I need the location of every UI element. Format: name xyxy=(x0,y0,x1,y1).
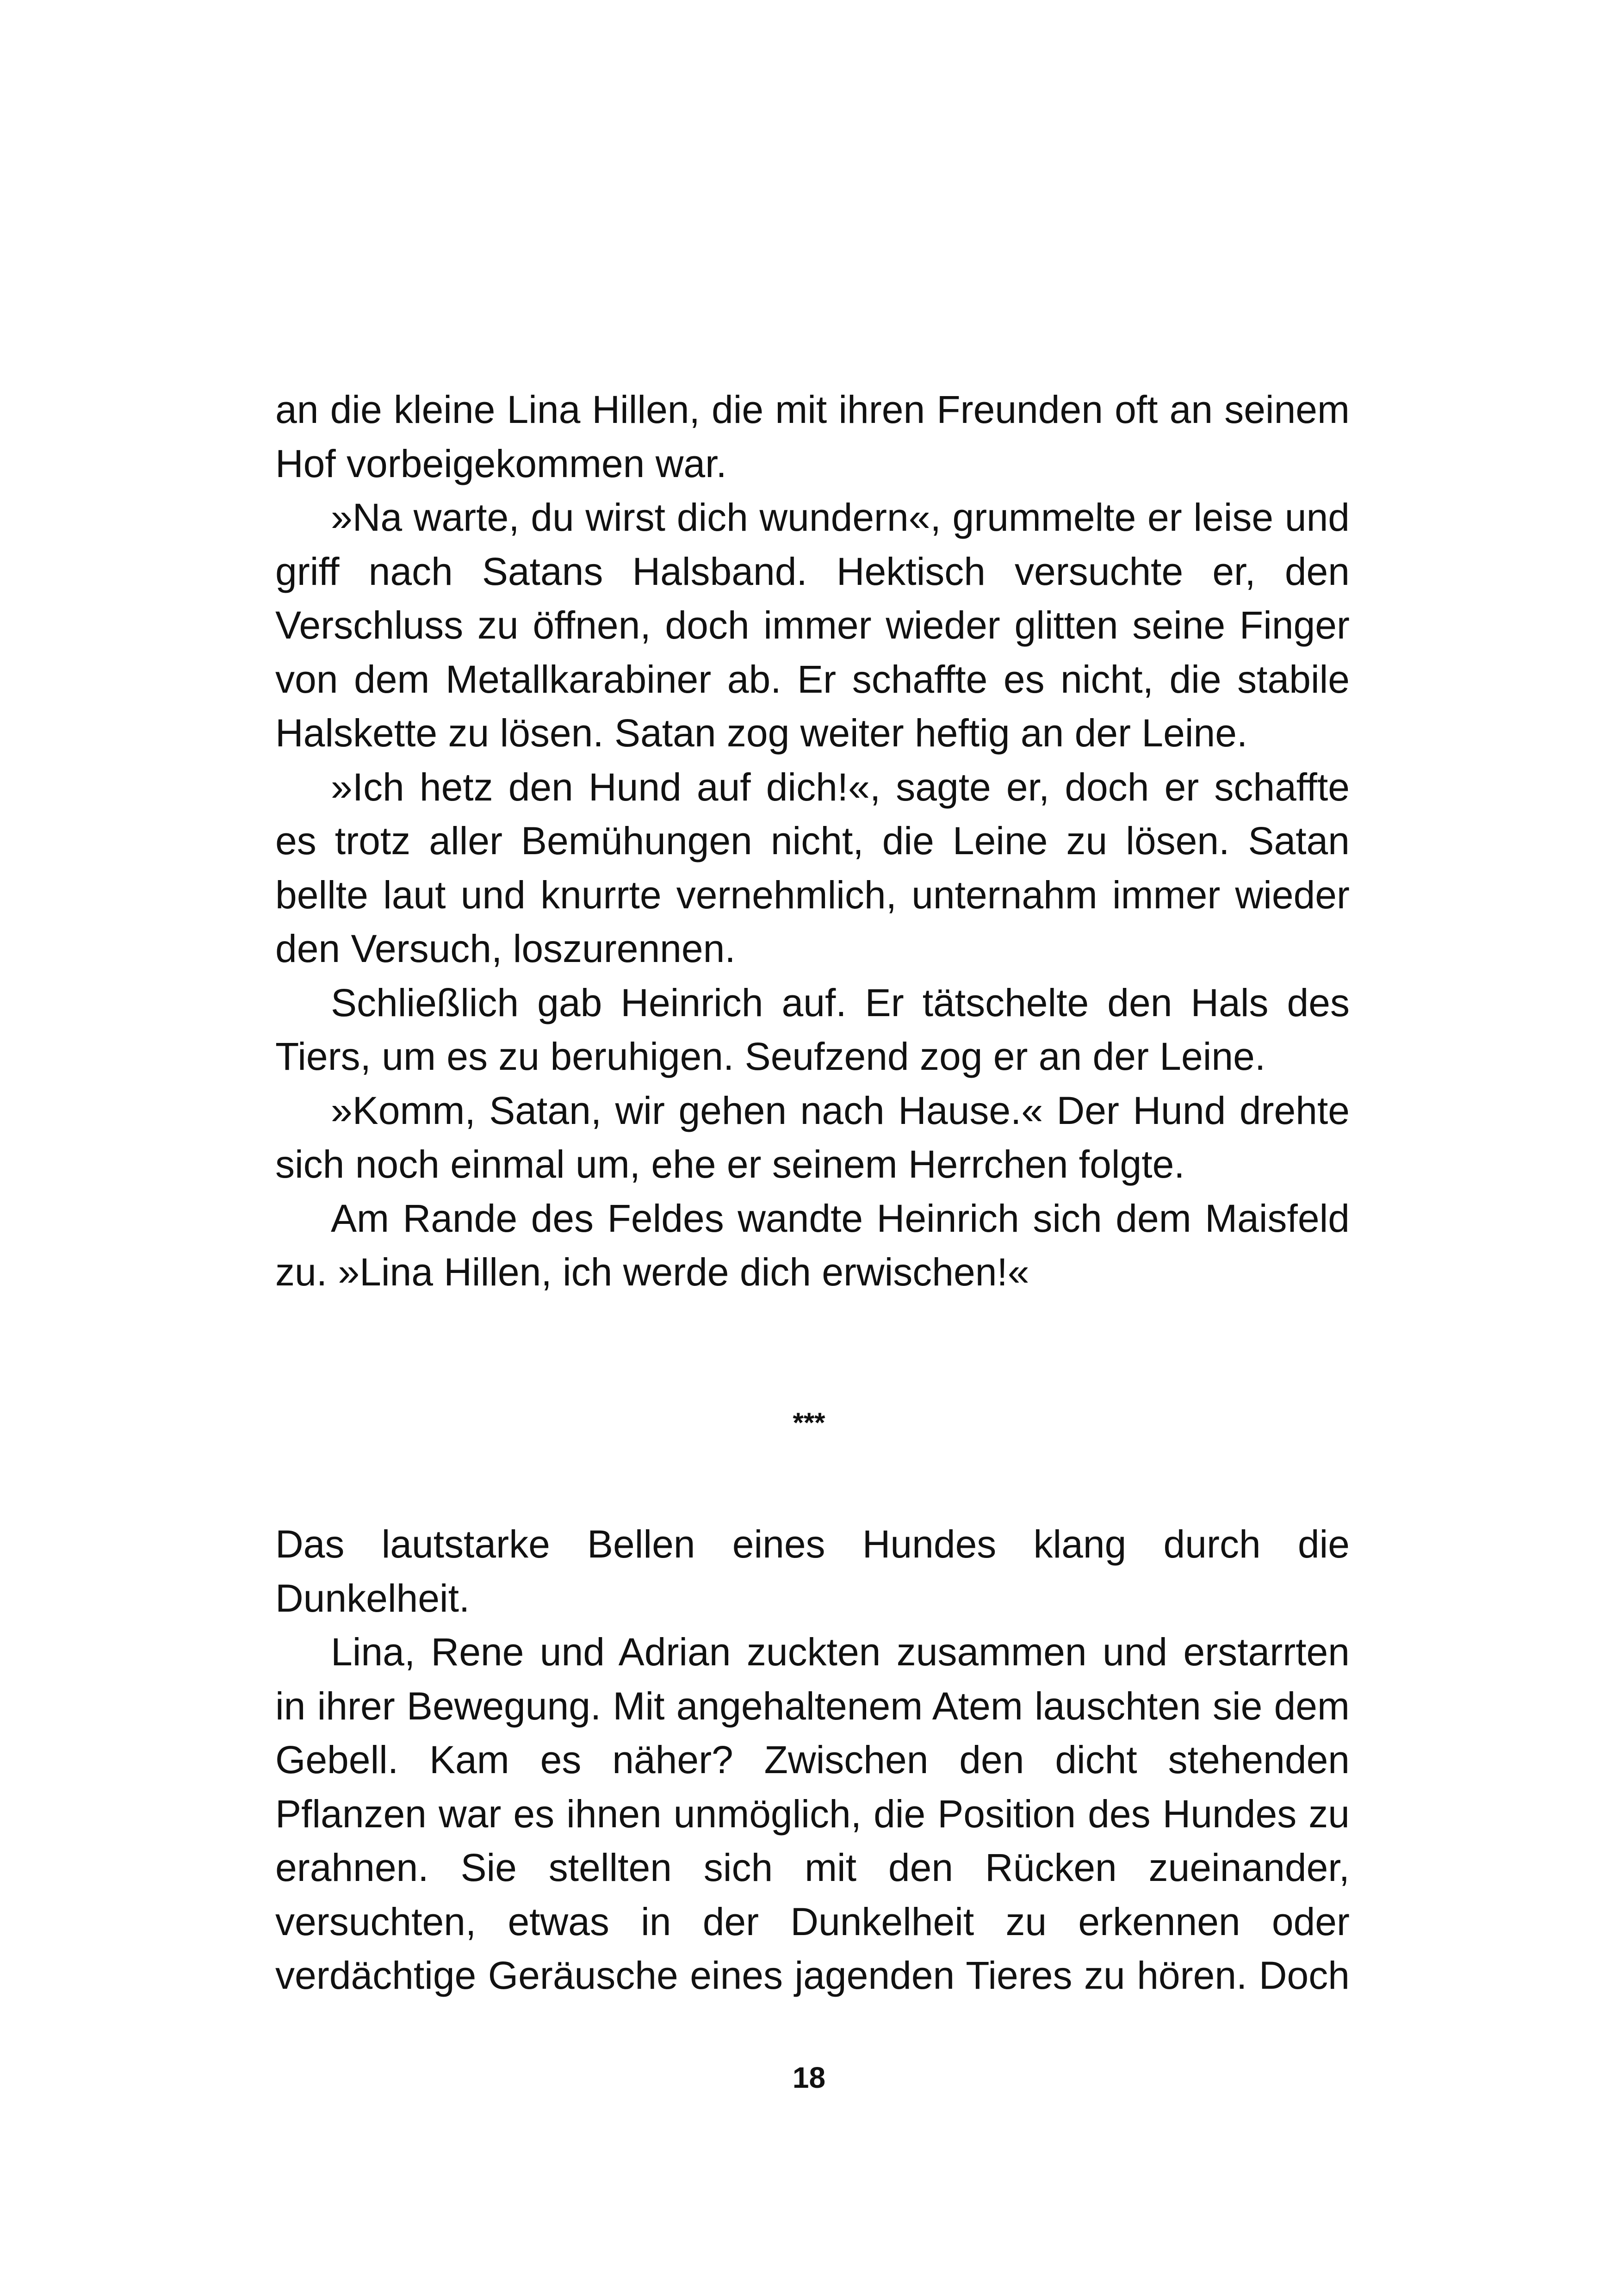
text-section-one xyxy=(275,383,1350,1299)
paragraph: »Komm, Satan, wir gehen nach Hause.« Der Hund drehte sich noch einmal um, ehe er seinem Herrchen folgte. xyxy=(275,1088,1350,1186)
paragraph-continuation: an die kleine Lina Hillen, die mit ihren Freunden oft an seinem Hof vorbeigekommen war. xyxy=(275,388,1350,485)
scene-break: *** xyxy=(793,1407,825,1438)
paragraph-continues-next-page: Lina, Rene und Adrian zuckten zusammen und erstarrten in ihrer Bewegung. Mit angehaltenem Atem lauschten sie dem Gebell. Kam es näher? Zwischen den dicht stehenden Pflanzen war es ihnen unmöglich, die Position des Hundes zu erahnen. Sie stellten sich mit den Rücken zueinander, versuchten, etwas in der Dunkelheit zu erkennen oder verdächtige Geräusche eines jagenden Tieres zu hören. Doch xyxy=(275,1630,1350,1997)
page-number: 18 xyxy=(792,2061,826,2094)
paragraph: Das lautstarke Bellen eines Hundes klang durch die Dunkelheit. xyxy=(275,1522,1350,1620)
paragraph: »Ich hetz den Hund auf dich!«, sagte er, doch er schaffte es trotz aller Bemühungen nicht, die Leine zu lösen. Satan bellte laut und knurrte vernehmlich, unternahm immer wieder den Versuch, loszurennen. xyxy=(275,765,1350,970)
text-section-two xyxy=(275,1517,1350,2003)
paragraph: Am Rande des Feldes wandte Heinrich sich dem Maisfeld zu. »Lina Hillen, ich werde dich erwischen!« xyxy=(275,1196,1350,1294)
paragraph: »Na warte, du wirst dich wundern«, grummelte er leise und griff nach Satans Halsband. Hektisch versuchte er, den Verschluss zu öffnen, doch immer wieder glitten seine Finger von dem Metallkarabiner ab. Er schaffte es nicht, die stabile Halskette zu lösen. Satan zog weiter heftig an der Leine. xyxy=(275,496,1350,755)
paragraph: Schließlich gab Heinrich auf. Er tätschelte den Hals des Tiers, um es zu beruhigen. Seufzend zog er an der Leine. xyxy=(275,980,1350,1078)
